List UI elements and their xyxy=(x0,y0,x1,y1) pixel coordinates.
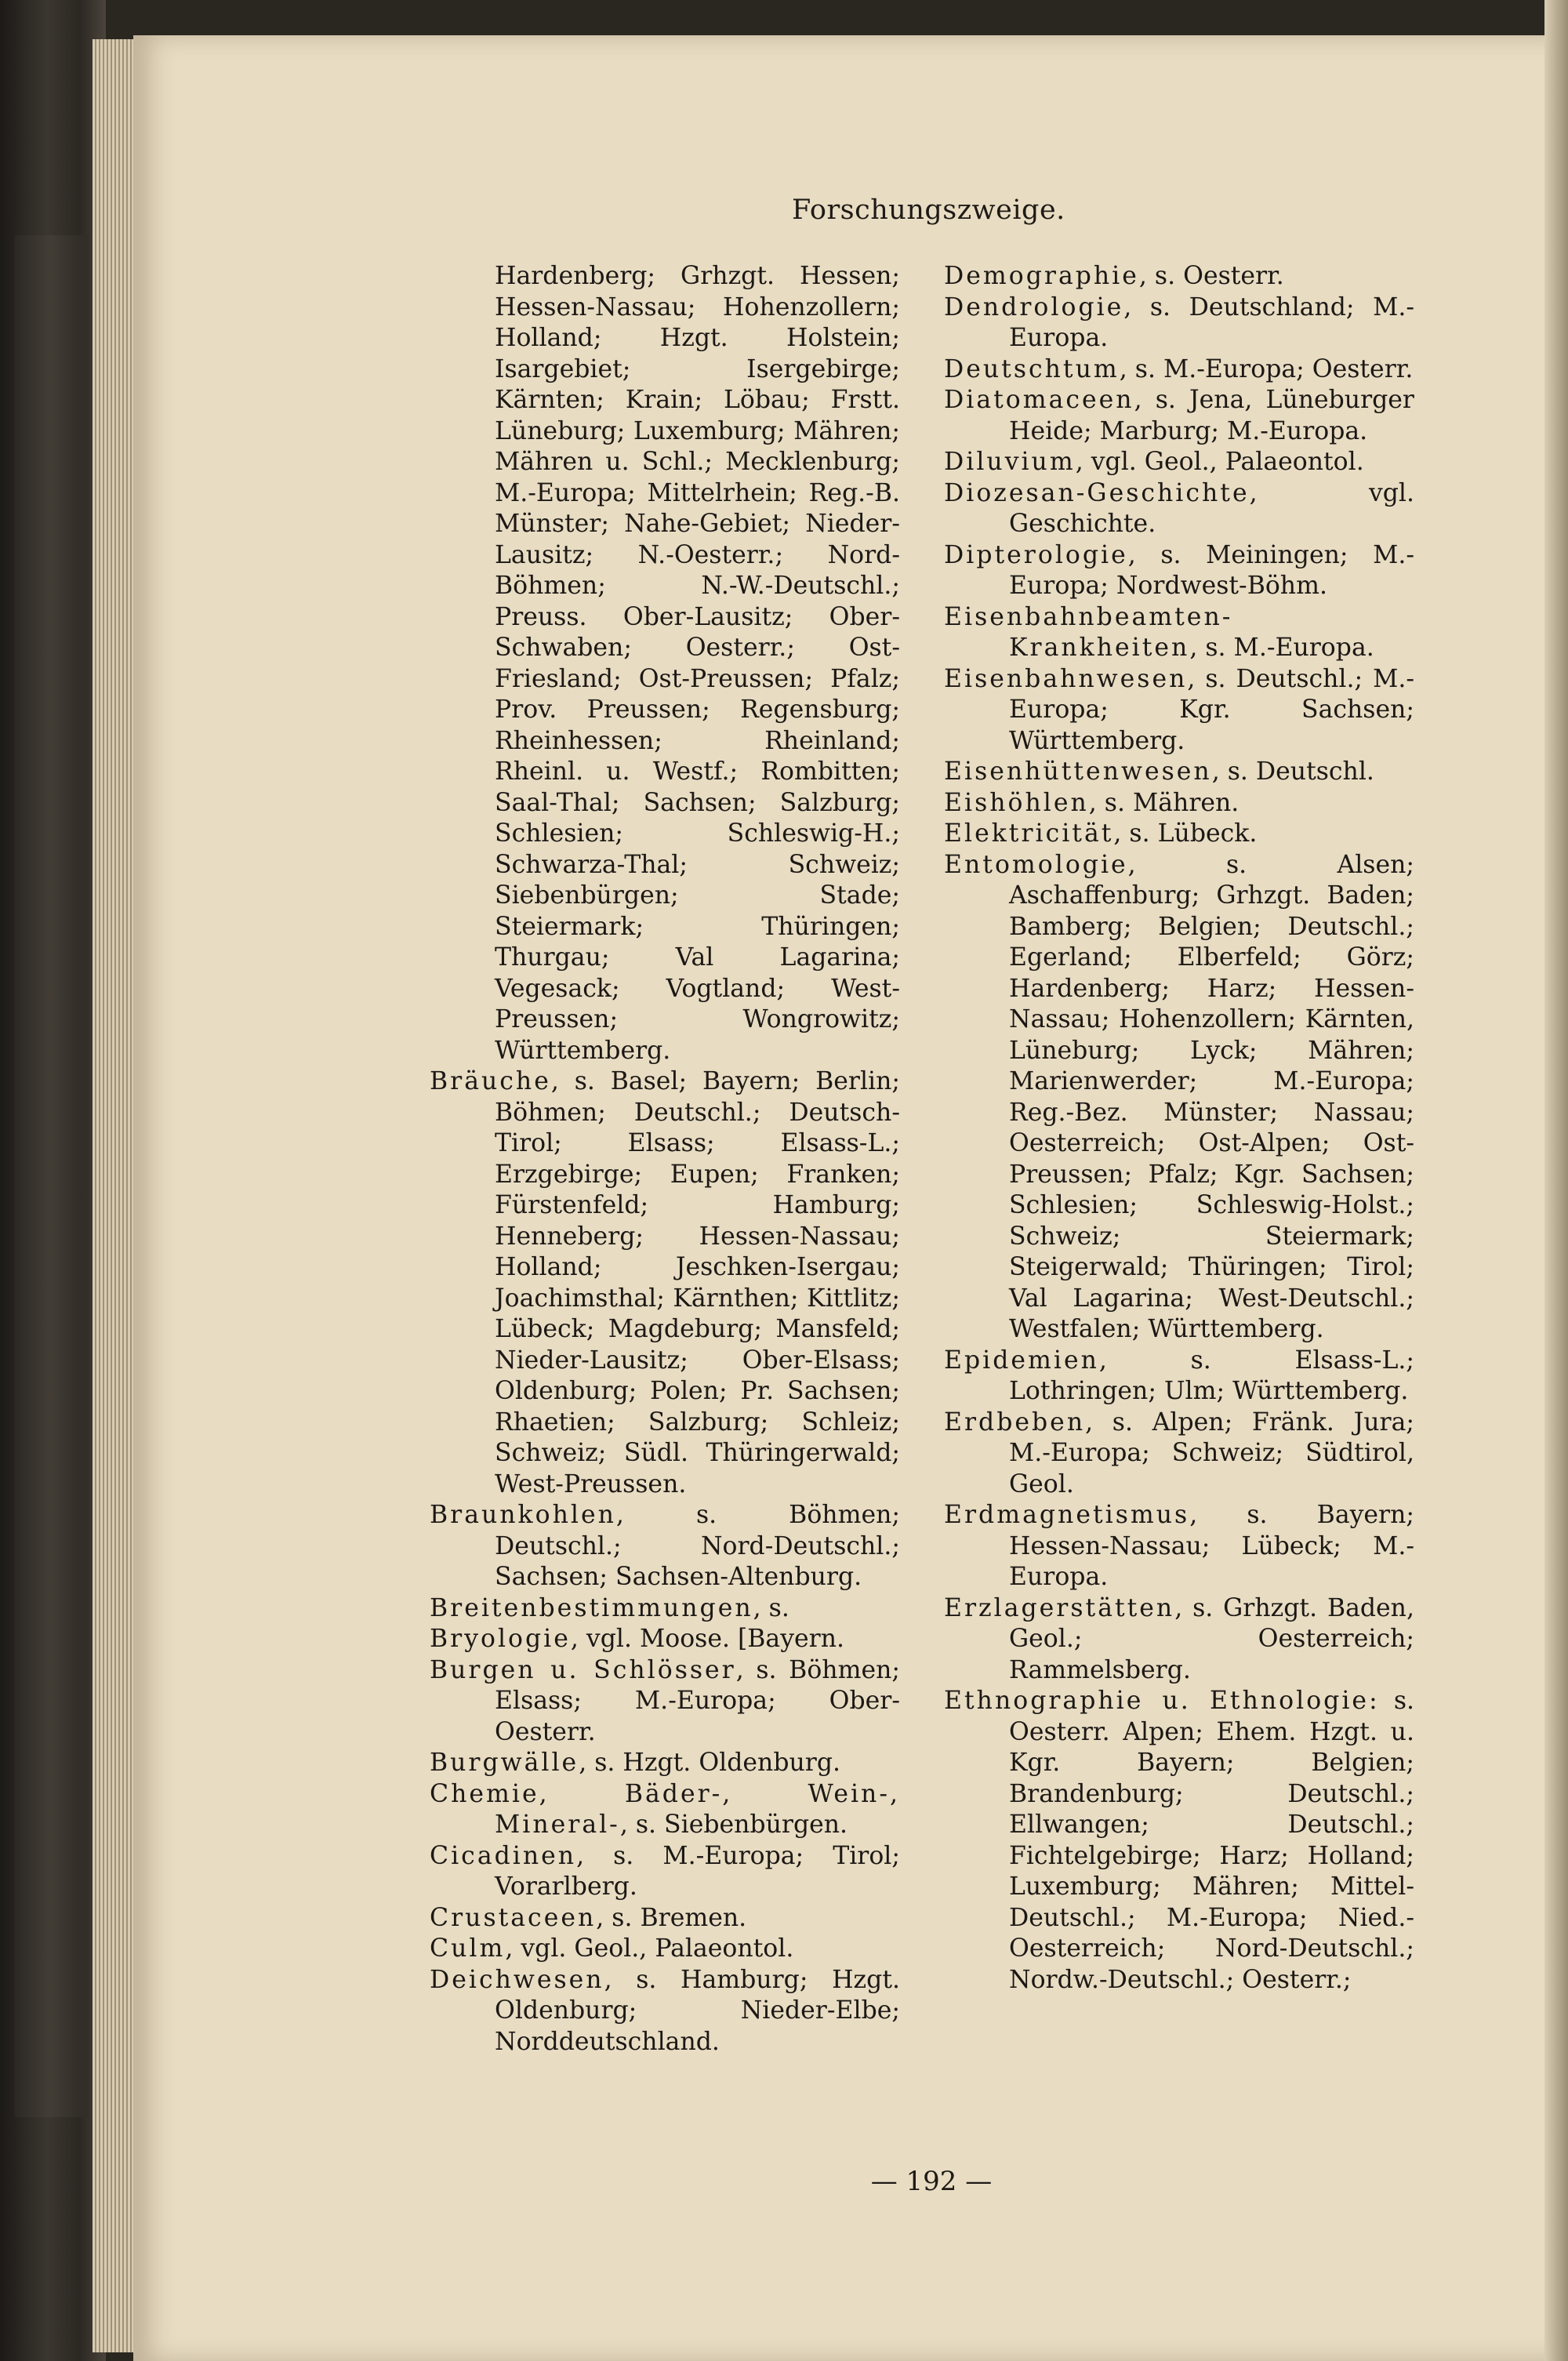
entry-term: Bryologie xyxy=(430,1625,571,1653)
index-entry xyxy=(944,261,1414,292)
entry-text: , s. M.-Europa; Tirol; Vorarlberg. xyxy=(495,1841,900,1901)
index-entry xyxy=(430,1779,900,1841)
entry-term: Eisenhüttenwesen xyxy=(944,757,1212,786)
entry-term: Dipterologie xyxy=(944,540,1128,569)
entry-term: Erzlagerstätten xyxy=(944,1593,1175,1622)
entry-term: Culm xyxy=(430,1934,506,1963)
entry-text: , s. Deutschl.; M.-Europa; Kgr. Sachsen; Württemberg. xyxy=(1009,664,1414,755)
entry-term: Deichwesen xyxy=(430,1965,604,1994)
index-entry xyxy=(430,1903,900,1934)
entry-term: Burgwälle xyxy=(430,1749,579,1777)
index-entry xyxy=(944,540,1414,602)
entry-text: Hardenberg; Grhzgt. Hessen; Hessen-Nassau; Hohenzollern; Holland; Hzgt. Holstein; Isargebiet; Isergebirge; Kärnten; Krain; Löbau; Frstt. Lüneburg; Luxemburg; Mähren; Mähren u. Schl.; Mecklenburg; M.-Europa; Mittelrhein; Reg.-B. Münster; Nahe-Gebiet; Nieder-Lausitz; N.-Oesterr.; Nord-Böhmen; N.-W.-Deutschl.; Preuss. Ober-Lausitz; Ober-Schwaben; Oesterr.; Ost-Friesland; Ost-Preussen; Pfalz; Prov. Preussen; Regensburg; Rheinhessen; Rheinland; Rheinl. u. Westf.; Rombitten; Saal-Thal; Sachsen; Salzburg; Schlesien; Schleswig-H.; Schwarza-Thal; Schweiz; Siebenbürgen; Stade; Steiermark; Thüringen; Thurgau; Val Lagarina; Vegesack; Vogtland; West-Preussen; Wongrowitz; Württemberg. xyxy=(495,262,900,1065)
entry-text: , s. Hamburg; Hzgt. Oldenburg; Nieder-Elbe; Norddeutschland. xyxy=(495,1965,900,2056)
entry-text: , s. Deutschl. xyxy=(1211,757,1374,786)
entry-term: Braunkohlen xyxy=(430,1501,616,1529)
index-entry xyxy=(944,602,1414,664)
entry-text: , s. Böhmen; Deutschl.; Nord-Deutschl.; Sachsen; Sachsen-Altenburg. xyxy=(495,1501,900,1591)
left-column xyxy=(430,261,900,2058)
entry-term: Diluvium xyxy=(944,448,1076,476)
index-entry xyxy=(944,447,1414,478)
index-entry xyxy=(944,788,1414,819)
index-entry xyxy=(430,1841,900,1903)
index-entry xyxy=(430,1655,900,1749)
entry-text: , s. Mähren. xyxy=(1088,788,1240,817)
entry-term: Cicadinen xyxy=(430,1841,577,1870)
index-entry xyxy=(944,850,1414,1346)
entry-term: Epidemien xyxy=(944,1346,1099,1375)
index-entry xyxy=(430,1066,900,1500)
entry-term: Eisenbahnbeamten-Krankheiten xyxy=(944,602,1233,662)
entry-text: , s. Alpen; Fränk. Jura; M.-Europa; Schweiz; Südtirol, Geol. xyxy=(1009,1408,1414,1498)
entry-text: , s. Deutschland; M.-Europa. xyxy=(1009,292,1414,352)
entry-term: Eisenbahnwesen xyxy=(944,664,1188,693)
entry-text: , s. Basel; Bayern; Berlin; Böhmen; Deutschl.; Deutsch-Tirol; Elsass; Elsass-L.; Erzgebirge; Eupen; Franken; Fürstenfeld; Hamburg; Henneberg; Hessen-Nassau; Holland; Jeschken-Isergau; Joachimsthal; Kärnthen; Kittlitz; Lübeck; Magdeburg; Mansfeld; Nieder-Lausitz; Ober-Elsass; Oldenburg; Polen; Pr. Sachsen; Rhaetien; Salzburg; Schleiz; Schweiz; Südl. Thüringerwald; West-Preussen. xyxy=(495,1067,900,1498)
page-header: Forschungszweige. xyxy=(792,194,1065,226)
entry-term: Ethnographie u. Ethnologie xyxy=(944,1687,1370,1715)
entry-text: , vgl. Geschichte. xyxy=(1009,478,1414,538)
entry-text: , s. Elsass-L.; Lothringen; Ulm; Württemberg. xyxy=(1009,1346,1414,1405)
entry-term: Elektricität xyxy=(944,819,1114,848)
entry-text: , s. Lübeck. xyxy=(1113,819,1258,848)
entry-text: , vgl. Geol., Palaeontol. xyxy=(505,1934,794,1963)
entry-text: , s. Bayern; Hessen-Nassau; Lübeck; M.-Europa. xyxy=(1009,1501,1414,1591)
index-entry xyxy=(944,385,1414,447)
entry-text: , s. M.-Europa; Oesterr. xyxy=(1119,354,1414,383)
entry-text: , s. Siebenbürgen. xyxy=(619,1811,848,1839)
entry-text: , s. Jena, Lüneburger Heide; Marburg; M.-Europa. xyxy=(1009,386,1414,445)
entry-text: , s. Bremen. xyxy=(596,1903,747,1932)
index-entry xyxy=(944,1686,1414,1996)
index-entry xyxy=(430,1748,900,1779)
entry-text: , s. Hzgt. Oldenburg. xyxy=(579,1749,841,1777)
entry-text: , s. Böhmen; Elsass; M.-Europa; Ober-Oesterr. xyxy=(495,1655,900,1746)
entry-term: Erdbeben xyxy=(944,1408,1086,1437)
page-right-edge xyxy=(1544,0,1568,2361)
entry-term: Eishöhlen xyxy=(944,788,1089,817)
entry-text: , s. M.-Europa. xyxy=(1189,634,1374,662)
book-spine xyxy=(0,0,106,2361)
right-column xyxy=(944,261,1414,1996)
entry-term: Deutschtum xyxy=(944,354,1120,383)
index-entry xyxy=(944,1408,1414,1501)
entry-term: Bräuche xyxy=(430,1067,551,1095)
index-entry xyxy=(430,1593,900,1625)
entry-text: , vgl. Moose. [Bayern. xyxy=(570,1625,845,1653)
entry-text: , s. Oesterr. xyxy=(1138,262,1284,290)
spine-cover xyxy=(14,235,89,2117)
entry-term: Chemie, Bäder-, Wein-, Mineral- xyxy=(430,1779,900,1839)
entry-term: Crustaceen xyxy=(430,1903,597,1932)
index-entry xyxy=(944,292,1414,354)
entry-term: Burgen u. Schlösser xyxy=(430,1655,736,1684)
index-entry xyxy=(944,757,1414,788)
entry-term: Diozesan-Geschichte xyxy=(944,478,1250,507)
page-number: — 192 — xyxy=(870,2166,993,2197)
entry-text: , s. Alsen; Aschaffenburg; Grhzgt. Baden; Bamberg; Belgien; Deutschl.; Egerland; Elberfeld; Görz; Hardenberg; Harz; Hessen-Nassau; Hohenzollern; Kärnten, Lüneburg; Lyck; Mähren; Marienwerder; M.-Europa; Reg.-Bez. Münster; Nassau; Oesterreich; Ost-Alpen; Ost-Preussen; Pfalz; Kgr. Sachsen; Schlesien; Schleswig-Holst.; Schweiz; Steiermark; Steigerwald; Thüringen; Tirol; Val Lagarina; West-Deutschl.; Westfalen; Württemberg. xyxy=(1009,850,1414,1343)
entry-text: , s. xyxy=(753,1593,789,1622)
index-entry xyxy=(944,664,1414,757)
index-entry xyxy=(944,478,1414,540)
index-entry xyxy=(944,819,1414,850)
index-entry xyxy=(430,1965,900,2058)
index-entry xyxy=(944,1346,1414,1408)
page-stack-edge xyxy=(93,39,140,2352)
entry-term: Demographie xyxy=(944,262,1139,290)
index-entry xyxy=(430,1500,900,1593)
index-entry xyxy=(944,1593,1414,1687)
entry-term: Diatomaceen xyxy=(944,386,1134,414)
index-entry xyxy=(944,354,1414,386)
entry-term: Dendrologie xyxy=(944,292,1124,321)
entry-text: , s. Meiningen; M.-Europa; Nordwest-Böhm. xyxy=(1009,540,1414,600)
entry-term: Entomologie xyxy=(944,850,1128,879)
index-entry xyxy=(944,1500,1414,1593)
entry-text: : s. Oesterr. Alpen; Ehem. Hzgt. u. Kgr. Bayern; Belgien; Brandenburg; Deutschl.; Ellwangen; Deutschl.; Fichtelgebirge; Harz; Holland; Luxemburg; Mähren; Mittel-Deutschl.; M.-Europa; Nied.-Oesterreich; Nord-Deutschl.; Nordw.-Deutschl.; Oesterr.; xyxy=(1009,1687,1414,1994)
index-entry xyxy=(430,1624,900,1655)
index-entry-continued xyxy=(430,261,900,1066)
entry-text: , s. Grhzgt. Baden, Geol.; Oesterreich; Rammelsberg. xyxy=(1009,1593,1414,1684)
index-entry xyxy=(430,1934,900,1965)
entry-term: Erdmagnetismus xyxy=(944,1501,1190,1529)
entry-text: , vgl. Geol., Palaeontol. xyxy=(1075,448,1364,476)
entry-term: Breitenbestimmungen xyxy=(430,1593,753,1622)
